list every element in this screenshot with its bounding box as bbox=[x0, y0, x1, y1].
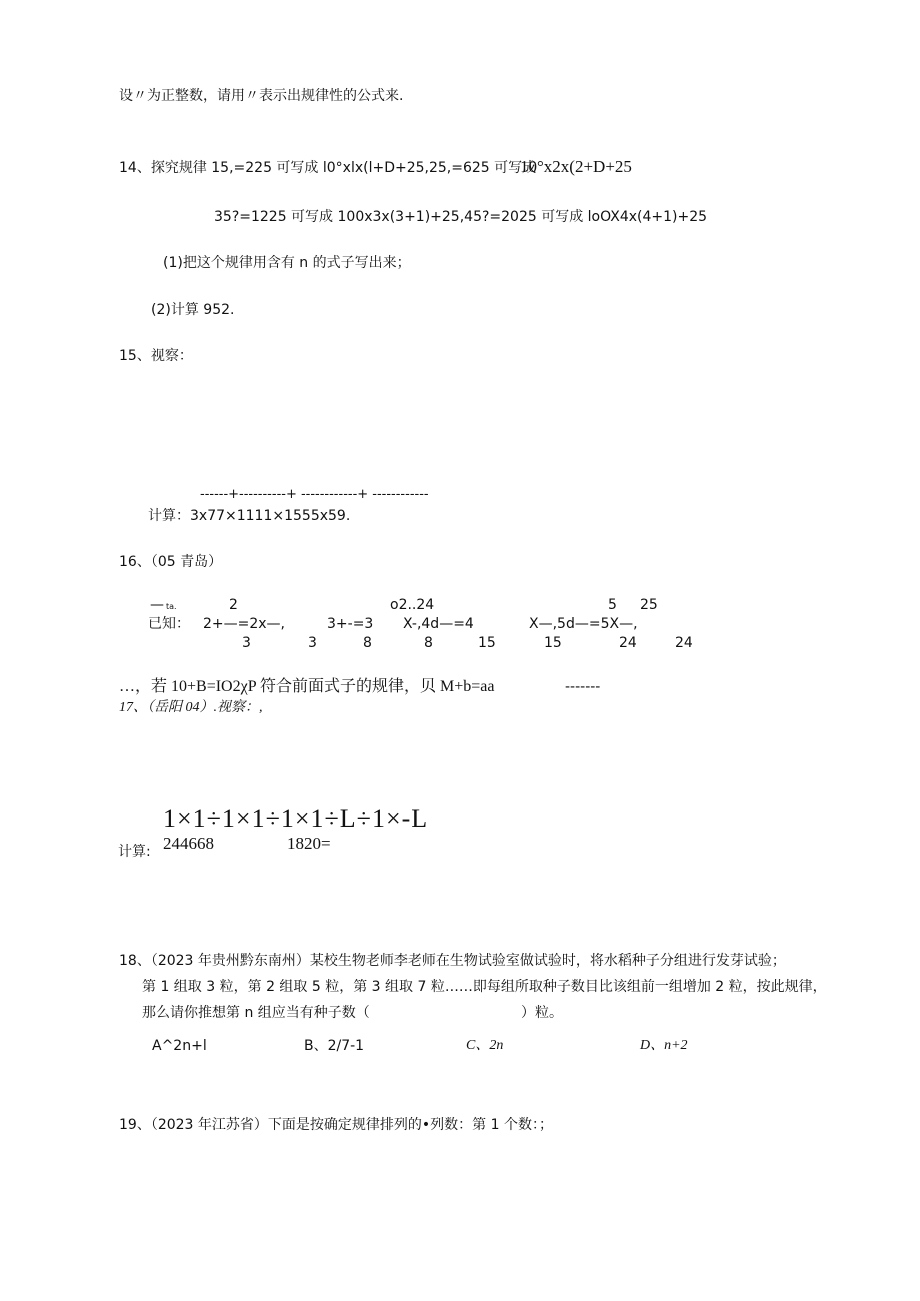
q16-bottom-1: 3 bbox=[242, 635, 251, 651]
q14-line2: 35?=1225 可写成 100x3x(3+1)+25,45?=2025 可写成 loOX4x(4+1)+25 bbox=[214, 209, 708, 225]
q16-bottom-5: 15 bbox=[478, 635, 496, 651]
q17-denominators: 244668 bbox=[163, 834, 214, 853]
q16-bottom-8: 24 bbox=[675, 635, 693, 651]
q16-top-1: 2 bbox=[229, 597, 238, 613]
q18-option-b: B、2/7-1 bbox=[304, 1038, 365, 1054]
q16-condition: …，若 10+B=IO2χP 符合前面式子的规律，贝 M+b=aa bbox=[119, 678, 495, 695]
q16-bottom-3: 8 bbox=[363, 635, 372, 651]
q18-line2: 第 1 组取 3 粒，第 2 组取 5 粒，第 3 组取 7 粒……即每组所取种子数目比该组前一组增加 2 粒，按此规律， bbox=[142, 979, 827, 995]
q15-calc: 计算：3x77×1111×1555x59. bbox=[148, 508, 351, 524]
q18-line1: 18、（2023 年贵州黔东南州）某校生物老师李老师在生物试验室做试验时，将水稻种子分组进行发芽试验； bbox=[119, 953, 786, 969]
q19-line: 19、（2023 年江苏省）下面是按确定规律排列的•列数：第 1 个数：； bbox=[119, 1117, 553, 1133]
q16-title: 16、（05 青岛） bbox=[119, 554, 223, 570]
q16-dash: — bbox=[150, 597, 164, 613]
q14-part2: (2)计算 952. bbox=[151, 302, 235, 318]
q16-ta: ta. bbox=[166, 602, 177, 611]
q16-mid-2: 3+-=3 bbox=[327, 616, 374, 632]
q16-top-4: 25 bbox=[640, 597, 658, 613]
q16-bottom-7: 24 bbox=[619, 635, 637, 651]
q17-expression: 1×1÷1×1÷1×1÷L÷1×-L bbox=[163, 804, 429, 833]
q18-line3-end: ）粒。 bbox=[521, 1005, 563, 1021]
q17-denominators-2: 1820= bbox=[287, 834, 331, 853]
q16-mid-4: X—,5d—=5X—, bbox=[529, 616, 638, 632]
q16-top-3: 5 bbox=[608, 597, 617, 613]
q18-line3: 那么请你推想第 n 组应当有种子数（ bbox=[142, 1005, 370, 1021]
q14-part1: (1)把这个规律用含有 n 的式子写出来； bbox=[163, 255, 411, 271]
q16-bottom-6: 15 bbox=[544, 635, 562, 651]
q16-bottom-4: 8 bbox=[424, 635, 433, 651]
q16-mid-3: X-,4d—=4 bbox=[403, 616, 474, 632]
q16-top-2: o2..24 bbox=[390, 597, 435, 613]
q16-known-label: 已知： bbox=[148, 616, 190, 632]
q17-title: 17、（岳阳 04）.视察：, bbox=[119, 700, 263, 715]
q14-line1-tail: 10°x2x(2+D+25 bbox=[520, 157, 632, 176]
q18-option-a: A^2n+l bbox=[152, 1038, 207, 1054]
q16-bottom-2: 3 bbox=[308, 635, 317, 651]
intro-line: 设〃为正整数，请用〃表示出规律性的公式来. bbox=[119, 88, 404, 104]
q17-calc-label: 计算: bbox=[118, 844, 151, 860]
q15-title: 15、视察： bbox=[119, 348, 193, 364]
q14-line1: 14、探究规律 15,=225 可写成 l0°xlx(l+D+25,25,=625 可写成 bbox=[119, 160, 537, 176]
q16-mid-1: 2+—=2x—, bbox=[203, 616, 286, 632]
q16-answer-blank: ------- bbox=[565, 679, 601, 695]
q15-dashes: ------+----------+ ------------+ ------------ bbox=[200, 487, 429, 502]
q18-option-c: C、2n bbox=[466, 1038, 504, 1053]
q18-option-d: D、n+2 bbox=[640, 1038, 688, 1053]
